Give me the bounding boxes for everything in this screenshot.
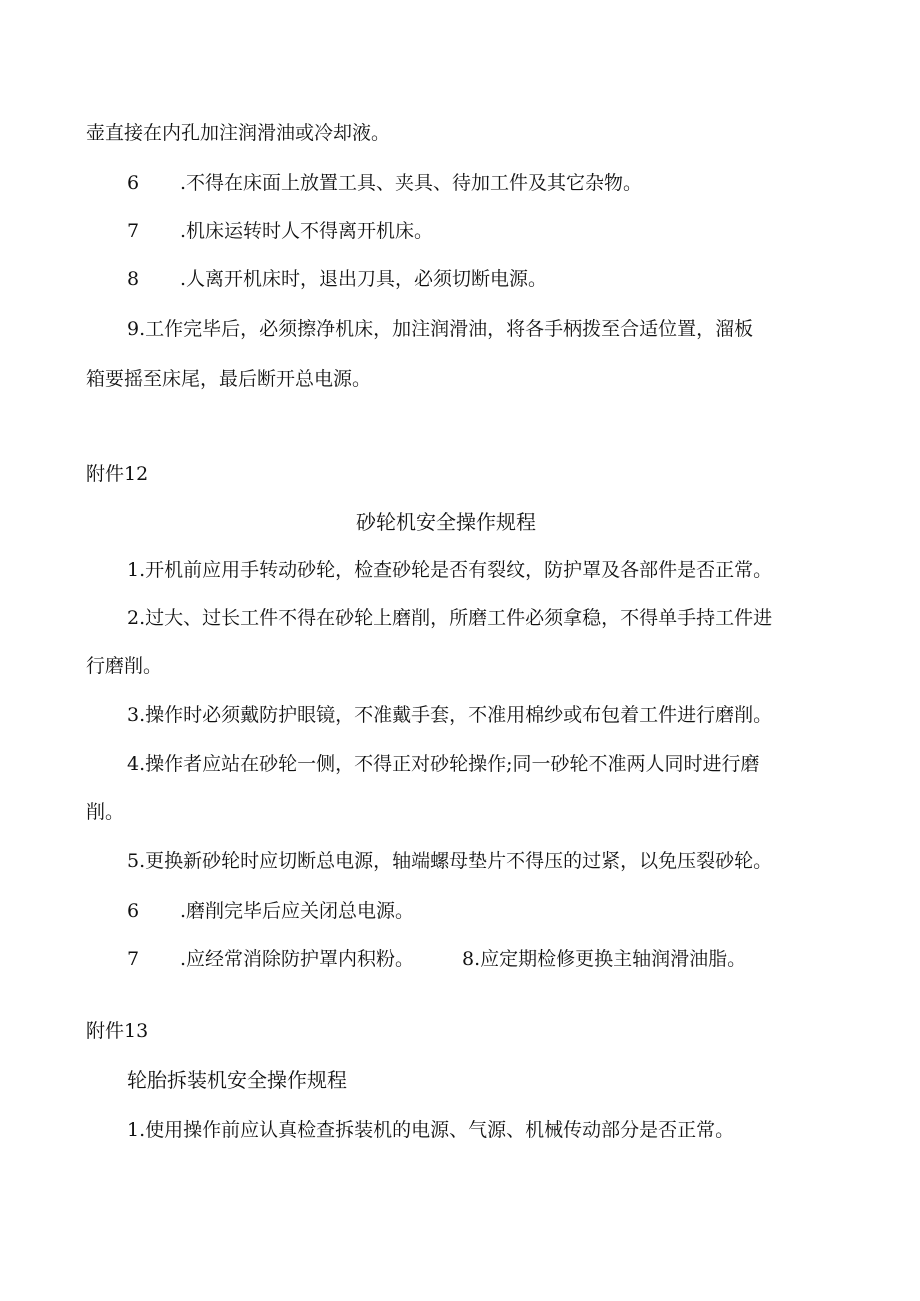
list-number: 7	[127, 948, 140, 970]
list-number: 8	[127, 268, 140, 290]
list-text: .不得在床面上放置工具、夹具、待加工件及其它杂物。	[180, 172, 643, 194]
attachment-label-13: 附件13	[86, 1020, 149, 1042]
list-item-b7-b8	[127, 946, 920, 972]
list-number: 6	[127, 172, 140, 194]
list-item-b2-line1: 2.过大、过长工件不得在砂轮上磨削，所磨工件必须拿稳，不得单手持工件进	[127, 607, 773, 629]
list-text: .应经常消除防护罩内积粉。	[180, 948, 415, 970]
section-title-grinder: 砂轮机安全操作规程	[356, 510, 536, 534]
list-item-a7	[127, 218, 920, 244]
list-item-b1: 1.开机前应用手转动砂轮，检查砂轮是否有裂纹，防护罩及各部件是否正常。	[127, 559, 773, 581]
list-item-b4-line2: 削。	[86, 801, 125, 823]
list-text: .磨削完毕后应关闭总电源。	[180, 900, 415, 922]
list-item-a9-line2: 箱要摇至床尾，最后断开总电源。	[86, 368, 372, 390]
section-title-tire-changer: 轮胎拆装机安全操作规程	[127, 1068, 347, 1092]
list-item-a9-line1: 9.工作完毕后，必须擦净机床，加注润滑油，将各手柄拨至合适位置，溜板	[127, 318, 754, 340]
list-text-b8: 8.应定期检修更换主轴润滑油脂。	[462, 948, 747, 970]
list-item-a8	[127, 266, 920, 292]
list-number: 7	[127, 220, 140, 242]
list-text: .人离开机床时，退出刀具，必须切断电源。	[180, 268, 548, 290]
list-number: 6	[127, 900, 140, 922]
list-item-b4-line1: 4.操作者应站在砂轮一侧，不得正对砂轮操作;同一砂轮不准两人同时进行磨	[127, 753, 760, 775]
attachment-label-12: 附件12	[86, 463, 149, 485]
list-item-b6	[127, 898, 920, 924]
paragraph-continuation: 壶直接在内孔加注润滑油或冷却液。	[86, 122, 391, 144]
list-item-a6	[127, 170, 920, 196]
list-text: .机床运转时人不得离开机床。	[180, 220, 434, 242]
list-item-b5: 5.更换新砂轮时应切断总电源，轴端螺母垫片不得压的过紧，以免压裂砂轮。	[127, 850, 773, 872]
list-item-b2-line2: 行磨削。	[86, 655, 163, 677]
list-item-b3: 3.操作时必须戴防护眼镜，不准戴手套，不准用棉纱或布包着工件进行磨削。	[127, 704, 773, 726]
list-item-c1: 1.使用操作前应认真检查拆装机的电源、气源、机械传动部分是否正常。	[127, 1119, 735, 1141]
